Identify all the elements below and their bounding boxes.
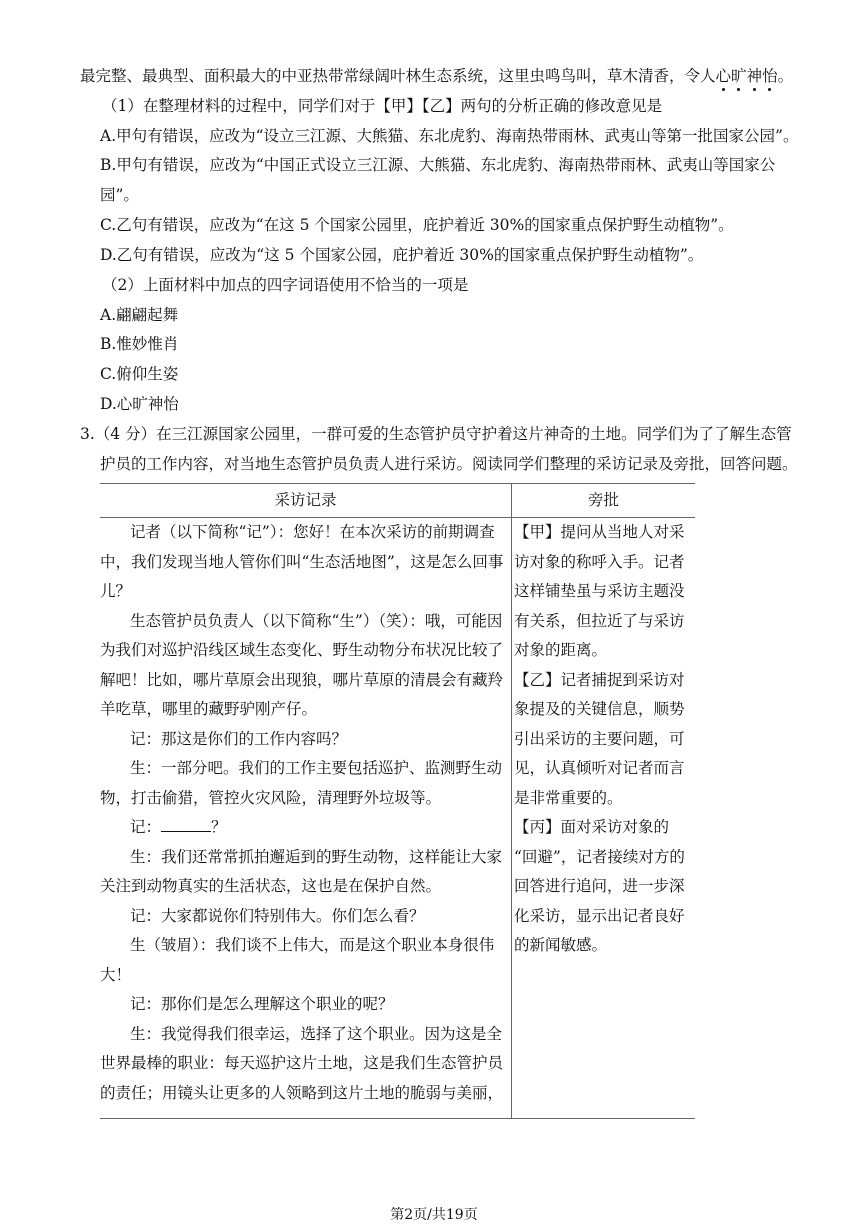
q3-stem: 3.（4 分）在三江源国家公园里，一群可爱的生态管护员守护着这片神奇的土地。同学们为了了解生态管 <box>80 425 792 443</box>
q1-option-b[interactable]: B.甲句有错误，应改为“中国正式设立三江源、大熊猫、东北虎豹、海南热带雨林、武夷山等国家公 <box>100 156 776 174</box>
record-line: 世界最棒的职业：每天巡护这片土地，这是我们生态管护员 <box>100 1054 504 1072</box>
q1-option-d[interactable]: D.乙句有错误，应改为“这 5 个国家公园，庇护着近 30%的国家重点保护野生动植物”。 <box>100 246 704 264</box>
annotation-line: 引出采访的主要问题，可 <box>514 730 685 748</box>
record-line: 记者（以下简称“记”）：您好！在本次采访的前期调查 <box>130 523 495 541</box>
answer-blank[interactable] <box>161 817 211 832</box>
annotation-line: 对象的距离。 <box>514 641 608 659</box>
passage-last-line: 最完整、最典型、面积最大的中亚热带常绿阔叶林生态系统，这里虫鸣鸟叫，草木清香，令人心旷神怡。 <box>80 67 794 85</box>
annotation-line: 访对象的称呼入手。记者 <box>514 553 685 571</box>
annotation-line: 【乙】记者捕捉到采访对 <box>514 671 685 689</box>
q1-option-b-cont: 园”。 <box>100 186 139 204</box>
record-line: 解吧！比如，哪片草原会出现狼，哪片草原的清晨会有藏羚 <box>100 671 504 689</box>
table-column-divider <box>511 484 512 1118</box>
record-blank-line: 记： ？ <box>130 818 227 836</box>
dotted-char: 旷 <box>731 67 747 85</box>
record-line: 关注到动物真实的生活状态，这也是在保护自然。 <box>100 877 442 895</box>
record-line: 生：我觉得我们很幸运，选择了这个职业。因为这是全 <box>130 1025 503 1043</box>
annotation-line: “回避”，记者接续对方的 <box>514 848 685 866</box>
record-line: 记：那这是你们的工作内容吗？ <box>130 730 348 748</box>
q1-stem: （1）在整理材料的过程中，同学们对于【甲】【乙】两句的分析正确的修改意见是 <box>102 97 663 115</box>
annotation-line: 化采访，显示出记者良好 <box>514 907 685 925</box>
q2-stem: （2）上面材料中加点的四字词语使用不恰当的一项是 <box>102 276 469 294</box>
record-line: 物，打击偷猎，管控火灾风险，清理野外垃圾等。 <box>100 789 442 807</box>
table-header-annotation: 旁批 <box>587 491 619 509</box>
record-line: 羊吃草，哪里的藏野驴刚产仔。 <box>100 700 318 718</box>
record-line: 生态管护员负责人（以下简称“生”）（笑）：哦，可能因 <box>130 612 503 630</box>
q2-option-d[interactable]: D.心旷神怡 <box>100 395 179 413</box>
annotation-line: 有关系，但拉近了与采访 <box>514 612 685 630</box>
annotation-line: 这样铺垫虽与采访主题没 <box>514 582 685 600</box>
passage-text: 最完整、最典型、面积最大的中亚热带常绿阔叶林生态系统，这里虫鸣鸟叫，草木清香，令人 <box>80 67 716 85</box>
q3-stem-cont: 护员的工作内容，对当地生态管护员负责人进行采访。阅读同学们整理的采访记录及旁批，回答问题。 <box>100 455 798 473</box>
record-line: 为我们对巡护沿线区域生态变化、野生动物分布状况比较了 <box>100 641 504 659</box>
dotted-char: 神 <box>746 67 763 85</box>
annotation-line: 回答进行追问，进一步深 <box>514 877 685 895</box>
annotation-line: 的新闻敏感。 <box>514 936 608 954</box>
annotation-line: 【丙】面对采访对象的 <box>514 818 670 836</box>
page-number: 第2页/共19页 <box>390 1207 478 1223</box>
q2-option-b[interactable]: B.惟妙惟肖 <box>100 335 179 353</box>
record-line: 生（皱眉）：我们谈不上伟大，而是这个职业本身很伟 <box>130 936 495 954</box>
dotted-char: 心 <box>715 67 732 85</box>
record-line: 记：那你们是怎么理解这个职业的呢？ <box>130 995 394 1013</box>
annotation-line: 【甲】提问从当地人对采 <box>514 523 685 541</box>
record-line: 大！ <box>100 966 132 984</box>
q2-option-c[interactable]: C.俯仰生姿 <box>100 365 179 383</box>
q2-option-a[interactable]: A.翩翩起舞 <box>100 306 179 324</box>
record-line: 中，我们发现当地人管你们叫“生态活地图”，这是怎么回事 <box>100 553 504 571</box>
record-line: 的责任；用镜头让更多的人领略到这片土地的脆弱与美丽， <box>100 1084 504 1102</box>
table-header-divider <box>100 517 695 518</box>
annotation-line: 是非常重要的。 <box>514 789 623 807</box>
record-line: 儿？ <box>100 582 132 600</box>
annotation-line: 象提及的关键信息，顺势 <box>514 700 685 718</box>
q1-option-a[interactable]: A.甲句有错误，应改为“设立三江源、大熊猫、东北虎豹、海南热带雨林、武夷山等第一批国家公园”。 <box>100 127 799 145</box>
record-line: 生：一部分吧。我们的工作主要包括巡护、监测野生动 <box>130 759 503 777</box>
annotation-line: 见，认真倾听对记者而言 <box>514 759 685 777</box>
record-line: 记：大家都说你们特别伟大。你们怎么看？ <box>130 907 425 925</box>
interview-table <box>100 483 695 1119</box>
record-line: 生：我们还常常抓拍邂逅到的野生动物，这样能让大家 <box>130 848 503 866</box>
dotted-char: 怡 <box>762 67 778 85</box>
table-header-record: 采访记录 <box>274 491 337 509</box>
q1-option-c[interactable]: C.乙句有错误，应改为“在这 5 个国家公园里，庇护着近 30%的国家重点保护野生动植物”。 <box>100 216 734 234</box>
